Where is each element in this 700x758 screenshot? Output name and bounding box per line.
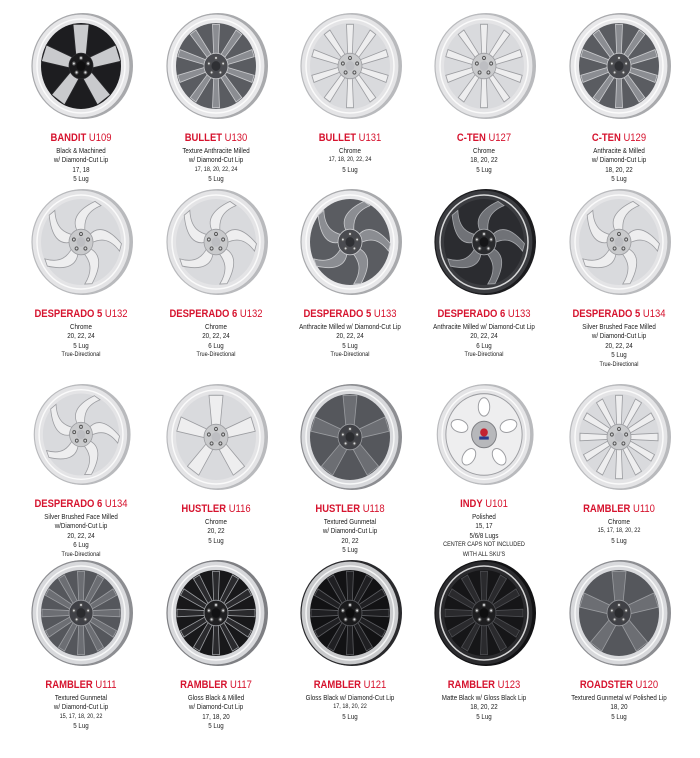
wheel-title (151, 308, 280, 321)
wheel-info (151, 132, 280, 184)
wheel-spec-line: w/ Diamond-Cut Lip (591, 331, 646, 341)
wheel-title (420, 308, 549, 321)
wheel-info (554, 503, 683, 545)
wheel-card (552, 559, 686, 741)
wheel-info (17, 132, 146, 184)
wheel-spec-line: WITH ALL SKU'S (463, 550, 506, 558)
wheel-spec-line: 18, 20, 22 (470, 155, 499, 165)
wheel-code: U110 (632, 503, 655, 515)
wheel-spec-line: 5 Lug (73, 174, 89, 184)
wheel-card (14, 559, 148, 741)
wheel-spec-line: Textured Gunmetal (55, 693, 108, 702)
wheel-card (417, 12, 551, 188)
wheel-code: U133 (508, 308, 531, 320)
wheel-spec-line: Chrome (204, 517, 227, 526)
wheel-code: U130 (224, 132, 247, 144)
wheel-code: U121 (363, 679, 387, 691)
wheel-card (148, 559, 282, 741)
wheel-info (285, 132, 414, 174)
wheel-name: RAMBLER (582, 503, 631, 515)
wheel-image (162, 559, 270, 667)
wheel-spec-line: w/ Diamond-Cut Lip (54, 702, 109, 712)
wheel-spec-line: Black & Machined (56, 146, 106, 155)
wheel-code: U132 (105, 308, 128, 320)
wheel-title (554, 679, 683, 692)
wheel-image (565, 188, 673, 296)
wheel-spec-line: Anthracite & Milled (592, 146, 645, 155)
wheel-name: DESPERADO 5 (34, 308, 103, 320)
wheel-code: U109 (89, 132, 112, 144)
wheel-spec-line: Chrome (204, 322, 227, 331)
wheel-spec-line: 5 Lug (342, 164, 358, 174)
wheel-code: U118 (362, 503, 385, 515)
wheel-spec-line: 5 Lug (476, 164, 493, 174)
wheel-card (283, 559, 417, 741)
wheel-spec-line: True-Directional (196, 351, 236, 359)
wheel-spec-line: 18, 20, 22 (470, 702, 499, 712)
wheel-image (565, 559, 673, 667)
wheel-info (285, 503, 414, 555)
wheel-spec-line: 5 Lug (207, 535, 224, 545)
wheel-spec-line: 5 Lug (611, 711, 627, 721)
wheel-spec-line: Texture Anthracite Milled (181, 146, 250, 155)
wheel-info (420, 498, 549, 559)
wheel-spec-line: Chrome (70, 322, 93, 331)
wheel-code: U133 (373, 308, 397, 320)
wheel-card (14, 383, 148, 559)
wheel-title (554, 132, 683, 145)
wheel-spec-line: Gloss Black & Milled (187, 693, 244, 702)
wheel-spec-line: w/ Diamond-Cut Lip (188, 702, 243, 712)
wheel-spec-line: 5 Lug (611, 174, 627, 184)
wheel-name: BULLET (184, 132, 222, 144)
wheel-title (285, 503, 414, 516)
wheel-spec-line: 20, 22 (206, 526, 225, 536)
wheel-name: RAMBLER (45, 679, 93, 691)
wheel-image (430, 12, 538, 120)
wheel-spec-line: 5 Lug (342, 545, 358, 555)
wheel-card (417, 559, 551, 741)
wheel-code: U134 (105, 497, 128, 510)
wheel-name: C-TEN (457, 132, 487, 144)
wheel-card (148, 188, 282, 383)
wheel-code: U120 (635, 679, 658, 691)
wheel-card (552, 12, 686, 188)
wheel-spec-line: 6 Lug (73, 540, 89, 550)
wheel-spec-line: True-Directional (330, 351, 370, 359)
wheel-spec-line: 17, 18, 20, 22, 24 (194, 165, 237, 173)
wheel-info (17, 308, 146, 360)
wheel-spec-line: 20, 22, 24 (605, 340, 633, 350)
wheel-code: U101 (485, 497, 509, 510)
wheel-card (14, 12, 148, 188)
wheel-spec-line: 18, 20 (610, 702, 628, 712)
wheel-info (420, 132, 549, 174)
wheel-title (420, 132, 549, 145)
wheel-info (554, 308, 683, 369)
wheel-card (148, 383, 282, 559)
wheel-card (283, 383, 417, 559)
wheel-image (27, 188, 135, 296)
wheel-code: U117 (229, 679, 252, 691)
wheel-spec-line: 5 Lug (611, 350, 627, 360)
wheel-spec-line: Silver Brushed Face Milled (44, 511, 118, 521)
wheel-title (17, 498, 146, 511)
wheel-title (17, 132, 146, 145)
wheel-spec-line: 20, 22, 24 (67, 530, 95, 540)
wheel-title (554, 503, 683, 516)
wheel-spec-line: Chrome (338, 146, 361, 155)
wheel-title (554, 308, 683, 321)
wheel-spec-line: True-Directional (61, 351, 101, 359)
wheel-name: DESPERADO 5 (572, 308, 641, 320)
wheel-name: BANDIT (50, 132, 87, 144)
wheel-name: ROADSTER (579, 679, 633, 691)
wheel-code: U111 (95, 679, 117, 691)
wheel-name: DESPERADO 6 (437, 308, 506, 320)
wheel-title (285, 308, 414, 321)
wheel-spec-line: w/ Diamond-Cut Lip (188, 155, 243, 165)
wheel-card (283, 188, 417, 383)
wheel-info (554, 132, 683, 184)
wheel-info (285, 308, 414, 360)
wheel-info (420, 308, 549, 360)
wheel-spec-line: 5 Lug (476, 711, 493, 721)
wheel-spec-line: w/ Diamond-Cut Lip (54, 155, 109, 165)
wheel-spec-line: Anthracite Milled w/ Diamond-Cut Lip (433, 322, 536, 331)
wheel-spec-line: w/Diamond-Cut Lip (54, 521, 108, 531)
wheel-image (27, 559, 135, 667)
wheel-name: RAMBLER (179, 679, 227, 691)
wheel-spec-line: 17, 18, 20, 22, 24 (328, 156, 372, 164)
wheel-spec-line: w/ Diamond-Cut Lip (322, 526, 378, 536)
wheel-spec-line: 5 Lug (207, 174, 224, 184)
wheel-spec-line: 5 Lug (207, 721, 224, 731)
wheel-image (162, 188, 270, 296)
wheel-spec-line: 20, 22, 24 (67, 331, 95, 341)
wheel-image (430, 188, 538, 296)
wheel-info (554, 679, 683, 721)
wheel-spec-line: 20, 22 (341, 535, 359, 545)
wheel-info (151, 679, 280, 731)
wheel-title (151, 503, 280, 516)
wheel-name: C-TEN (591, 132, 621, 144)
wheel-name: RAMBLER (448, 679, 496, 691)
wheel-image (565, 12, 673, 120)
wheel-spec-line: Matte Black w/ Gloss Black Lip (442, 693, 527, 702)
wheel-spec-line: CENTER CAPS NOT INCLUDED (443, 541, 526, 549)
wheel-info (151, 503, 280, 545)
wheel-card (552, 383, 686, 559)
wheel-spec-line: 17, 18 (72, 164, 90, 174)
wheel-spec-line: Anthracite Milled w/ Diamond-Cut Lip (299, 322, 401, 331)
wheel-card (417, 383, 551, 559)
wheel-spec-line: Chrome (473, 146, 496, 155)
wheel-spec-line: w/ Diamond-Cut Lip (591, 155, 646, 165)
wheel-catalog-grid (14, 12, 686, 741)
wheel-spec-line: True-Directional (61, 550, 101, 558)
wheel-spec-line: 20, 22, 24 (336, 331, 364, 341)
wheel-card (14, 188, 148, 383)
wheel-spec-line: 6 Lug (207, 340, 224, 350)
wheel-code: U134 (642, 308, 666, 320)
wheel-code: U132 (239, 308, 263, 320)
wheel-spec-line: 5 Lug (342, 340, 358, 350)
wheel-title (151, 132, 280, 145)
wheel-image (162, 12, 270, 120)
wheel-spec-line: Silver Brushed Face Milled (582, 322, 656, 331)
wheel-info (151, 308, 280, 360)
wheel-spec-line: 15, 17, 18, 20, 22 (59, 712, 103, 720)
wheel-spec-line: Polished (472, 511, 497, 521)
wheel-spec-line: 6 Lug (476, 340, 493, 350)
wheel-name: HUSTLER (180, 503, 226, 515)
wheel-title (420, 498, 549, 511)
wheel-spec-line: 15, 17 (475, 521, 493, 531)
wheel-image (296, 12, 404, 120)
wheel-spec-line: 15, 17, 18, 20, 22 (597, 527, 641, 535)
wheel-spec-line: 17, 18, 20, 22 (333, 703, 367, 711)
wheel-info (285, 679, 414, 721)
wheel-name: HUSTLER (315, 503, 361, 515)
wheel-image (430, 559, 538, 667)
wheel-name: RAMBLER (313, 679, 362, 691)
wheel-code: U116 (228, 503, 251, 515)
wheel-image (565, 383, 673, 491)
wheel-spec-line: 20, 22, 24 (470, 331, 499, 341)
wheel-spec-line: Chrome (607, 517, 630, 526)
wheel-title (151, 679, 280, 692)
wheel-image (27, 12, 135, 120)
wheel-title (285, 132, 414, 145)
wheel-title (285, 679, 414, 692)
wheel-code: U131 (358, 132, 382, 144)
wheel-image (27, 383, 135, 486)
wheel-code: U127 (488, 132, 512, 144)
wheel-spec-line: 5 Lug (611, 535, 627, 545)
wheel-spec-line: 5 Lug (342, 711, 358, 721)
wheel-name: INDY (460, 497, 484, 510)
wheel-spec-line: 17, 18, 20 (201, 711, 230, 721)
wheel-info (17, 679, 146, 731)
wheel-spec-line: 18, 20, 22 (605, 164, 633, 174)
wheel-card (148, 12, 282, 188)
wheel-spec-line: Gloss Black w/ Diamond-Cut Lip (305, 693, 395, 702)
wheel-title (17, 308, 146, 321)
wheel-spec-line: 5 Lug (73, 340, 89, 350)
wheel-card (552, 188, 686, 383)
wheel-spec-line: 5/6/8 Lugs (469, 530, 499, 540)
wheel-spec-line: Textured Gunmetal (323, 517, 377, 526)
wheel-card (283, 12, 417, 188)
wheel-spec-line: 20, 22, 24 (201, 331, 230, 341)
wheel-info (420, 679, 549, 721)
wheel-title (17, 679, 146, 692)
wheel-code: U129 (623, 132, 646, 144)
wheel-name: DESPERADO 6 (169, 308, 237, 320)
wheel-info (17, 498, 146, 559)
wheel-spec-line: Textured Gunmetal w/ Polished Lip (570, 693, 667, 702)
wheel-image (296, 383, 404, 491)
wheel-name: DESPERADO 6 (34, 497, 103, 510)
wheel-spec-line: True-Directional (464, 351, 504, 359)
wheel-code: U123 (498, 679, 521, 691)
wheel-spec-line: 5 Lug (73, 721, 89, 731)
wheel-image (296, 559, 404, 667)
wheel-card (417, 188, 551, 383)
wheel-image (162, 383, 270, 491)
wheel-image (296, 188, 404, 296)
wheel-spec-line: True-Directional (599, 360, 639, 368)
wheel-title (420, 679, 549, 692)
wheel-image (430, 383, 538, 486)
wheel-name: DESPERADO 5 (303, 308, 372, 320)
wheel-name: BULLET (318, 132, 357, 144)
